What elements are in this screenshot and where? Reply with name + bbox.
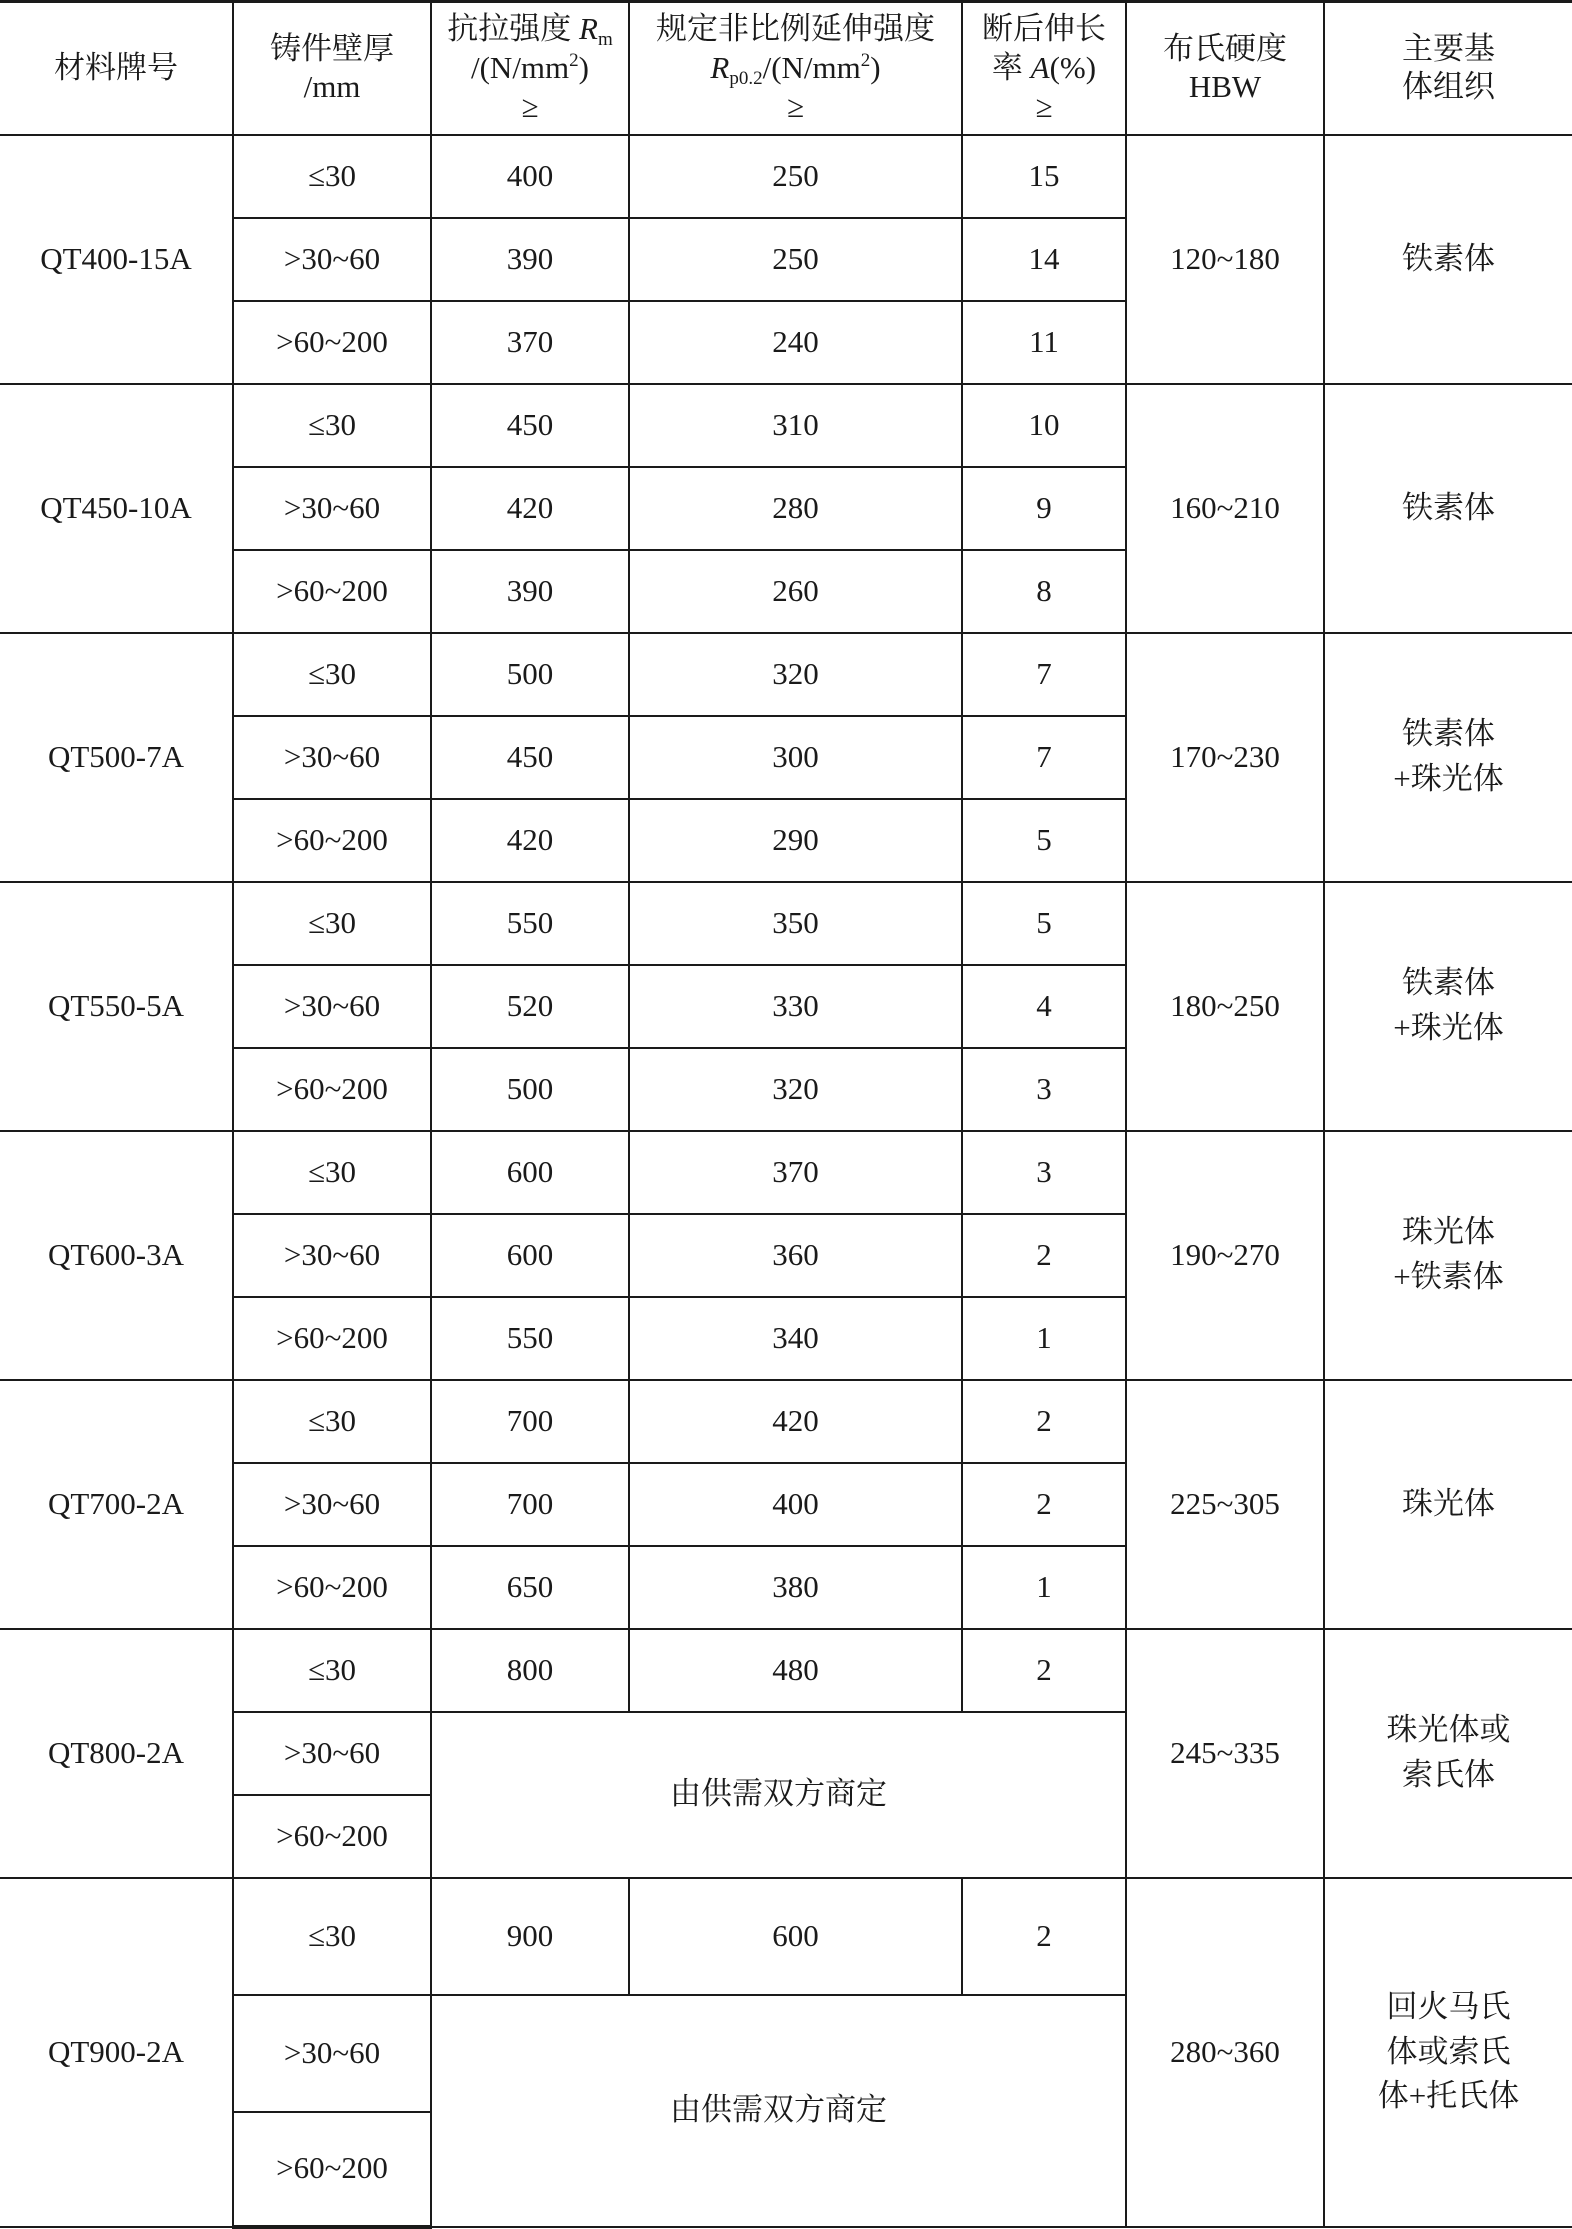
header-wall-thickness: 铸件壁厚 /mm [233, 2, 431, 135]
yield-cell: 290 [629, 799, 962, 882]
thickness-cell: >60~200 [233, 1297, 431, 1380]
elongation-cell: 5 [962, 882, 1126, 965]
negotiated-cell: 由供需双方商定 [431, 1712, 1126, 1878]
thickness-cell: >60~200 [233, 1546, 431, 1629]
elongation-cell: 3 [962, 1131, 1126, 1214]
matrix-line: 回火马氏 [1386, 1988, 1511, 2024]
table-row [0, 633, 1572, 716]
header-row [0, 2, 1572, 135]
matrix-line: +铁素体 [1393, 1259, 1504, 1294]
matrix-line: 珠光体或 [1386, 1712, 1511, 1748]
matrix-cell [1324, 882, 1572, 1131]
tensile-cell: 500 [431, 633, 629, 716]
thickness-cell: ≤30 [233, 135, 431, 218]
matrix-line: 珠光体 [1402, 1214, 1495, 1250]
matrix-line: 体或索氏 [1386, 2033, 1511, 2069]
matrix-cell [1324, 384, 1572, 633]
header-yield-strength: 规定非比例延伸强度 $R_{p0.2}/(N/mm^2)$ ≥ [629, 2, 962, 135]
matrix-cell [1324, 1878, 1572, 2227]
table-row [0, 135, 1572, 218]
elongation-cell: 2 [962, 1878, 1126, 1995]
thickness-cell: >60~200 [233, 2112, 431, 2227]
yield-cell: 320 [629, 1048, 962, 1131]
negotiated-cell: 由供需双方商定 [431, 1995, 1126, 2227]
yield-cell: 600 [629, 1878, 962, 1995]
matrix-line: 索氏体 [1402, 1757, 1495, 1792]
matrix-line: +珠光体 [1393, 761, 1504, 796]
yield-cell: 370 [629, 1131, 962, 1214]
grade-cell: QT700-2A [0, 1380, 233, 1629]
hardness-cell: 120~180 [1126, 135, 1324, 384]
elongation-cell: 7 [962, 633, 1126, 716]
matrix-cell [1324, 633, 1572, 882]
thickness-cell: >60~200 [233, 799, 431, 882]
yield-cell: 420 [629, 1380, 962, 1463]
header-hardness: 布氏硬度 HBW [1126, 2, 1324, 135]
header-tensile-strength: 抗拉强度 $R_m$ $/(N/mm^2)$ ≥ [431, 2, 629, 135]
elongation-cell: 1 [962, 1297, 1126, 1380]
tensile-cell: 370 [431, 301, 629, 384]
thickness-cell: ≤30 [233, 1629, 431, 1712]
elongation-cell: 2 [962, 1463, 1126, 1546]
elongation-cell: 9 [962, 467, 1126, 550]
elongation-cell: 7 [962, 716, 1126, 799]
tensile-cell: 700 [431, 1463, 629, 1546]
grade-cell: QT500-7A [0, 633, 233, 882]
tensile-cell: 600 [431, 1214, 629, 1297]
hardness-cell: 180~250 [1126, 882, 1324, 1131]
thickness-cell: ≤30 [233, 1380, 431, 1463]
hardness-cell: 170~230 [1126, 633, 1324, 882]
header-matrix: 主要基 体组织 [1324, 2, 1572, 135]
elongation-cell: 2 [962, 1380, 1126, 1463]
tensile-cell: 550 [431, 1297, 629, 1380]
yield-cell: 400 [629, 1463, 962, 1546]
matrix-line: 体+托氏体 [1377, 2078, 1520, 2114]
thickness-cell: ≤30 [233, 882, 431, 965]
thickness-cell: >30~60 [233, 716, 431, 799]
yield-cell: 250 [629, 135, 962, 218]
table-row [0, 1131, 1572, 1214]
tensile-cell: 520 [431, 965, 629, 1048]
hardness-cell: 280~360 [1126, 1878, 1324, 2227]
tensile-cell: 650 [431, 1546, 629, 1629]
yield-cell: 350 [629, 882, 962, 965]
grade-cell: QT450-10A [0, 384, 233, 633]
matrix-line: 珠光体 [1402, 1485, 1495, 1521]
grade-cell: QT600-3A [0, 1131, 233, 1380]
header-grade: 材料牌号 [0, 2, 233, 135]
matrix-line: 铁素体 [1402, 240, 1495, 276]
thickness-cell: >30~60 [233, 467, 431, 550]
elongation-cell: 8 [962, 550, 1126, 633]
elongation-cell: 2 [962, 1214, 1126, 1297]
tensile-cell: 390 [431, 550, 629, 633]
yield-cell: 360 [629, 1214, 962, 1297]
yield-cell: 260 [629, 550, 962, 633]
yield-cell: 320 [629, 633, 962, 716]
tensile-cell: 450 [431, 716, 629, 799]
table-row [0, 882, 1572, 965]
table-row [0, 1380, 1572, 1463]
grade-cell: QT400-15A [0, 135, 233, 384]
thickness-cell: >30~60 [233, 1995, 431, 2112]
tensile-cell: 600 [431, 1131, 629, 1214]
hardness-cell: 245~335 [1126, 1629, 1324, 1878]
thickness-cell: ≤30 [233, 1131, 431, 1214]
table-row [0, 384, 1572, 467]
matrix-cell [1324, 1380, 1572, 1629]
tensile-cell: 900 [431, 1878, 629, 1995]
tensile-cell: 700 [431, 1380, 629, 1463]
table-row [0, 1629, 1572, 1712]
thickness-cell: >30~60 [233, 1214, 431, 1297]
elongation-cell: 5 [962, 799, 1126, 882]
hardness-cell: 225~305 [1126, 1380, 1324, 1629]
tensile-cell: 400 [431, 135, 629, 218]
thickness-cell: >30~60 [233, 965, 431, 1048]
grade-cell: QT550-5A [0, 882, 233, 1131]
tensile-cell: 420 [431, 799, 629, 882]
header-elongation: 断后伸长 率 A(%) ≥ [962, 2, 1126, 135]
elongation-cell: 14 [962, 218, 1126, 301]
thickness-cell: >60~200 [233, 301, 431, 384]
yield-cell: 380 [629, 1546, 962, 1629]
elongation-cell: 4 [962, 965, 1126, 1048]
grade-cell: QT900-2A [0, 1878, 233, 2227]
thickness-cell: >60~200 [233, 1795, 431, 1878]
matrix-line: 铁素体 [1402, 489, 1495, 525]
matrix-line: +珠光体 [1393, 1010, 1504, 1045]
elongation-cell: 2 [962, 1629, 1126, 1712]
yield-cell: 300 [629, 716, 962, 799]
thickness-cell: ≤30 [233, 384, 431, 467]
matrix-line: 铁素体 [1402, 716, 1495, 752]
matrix-cell [1324, 1131, 1572, 1380]
tensile-cell: 450 [431, 384, 629, 467]
grade-cell: QT800-2A [0, 1629, 233, 1878]
hardness-cell: 190~270 [1126, 1131, 1324, 1380]
tensile-cell: 390 [431, 218, 629, 301]
matrix-cell [1324, 1629, 1572, 1878]
elongation-cell: 10 [962, 384, 1126, 467]
thickness-cell: >30~60 [233, 1712, 431, 1795]
matrix-line: 铁素体 [1402, 965, 1495, 1001]
yield-cell: 250 [629, 218, 962, 301]
yield-cell: 310 [629, 384, 962, 467]
yield-cell: 330 [629, 965, 962, 1048]
elongation-cell: 1 [962, 1546, 1126, 1629]
thickness-cell: >60~200 [233, 550, 431, 633]
elongation-cell: 11 [962, 301, 1126, 384]
tensile-cell: 420 [431, 467, 629, 550]
tensile-cell: 800 [431, 1629, 629, 1712]
tensile-cell: 550 [431, 882, 629, 965]
hardness-cell: 160~210 [1126, 384, 1324, 633]
yield-cell: 480 [629, 1629, 962, 1712]
elongation-cell: 3 [962, 1048, 1126, 1131]
tensile-cell: 500 [431, 1048, 629, 1131]
thickness-cell: >30~60 [233, 218, 431, 301]
elongation-cell: 15 [962, 135, 1126, 218]
thickness-cell: >60~200 [233, 1048, 431, 1131]
table-row [0, 1878, 1572, 1995]
yield-cell: 280 [629, 467, 962, 550]
thickness-cell: >30~60 [233, 1463, 431, 1546]
yield-cell: 240 [629, 301, 962, 384]
thickness-cell: ≤30 [233, 633, 431, 716]
thickness-cell: ≤30 [233, 1878, 431, 1995]
yield-cell: 340 [629, 1297, 962, 1380]
matrix-cell [1324, 135, 1572, 384]
